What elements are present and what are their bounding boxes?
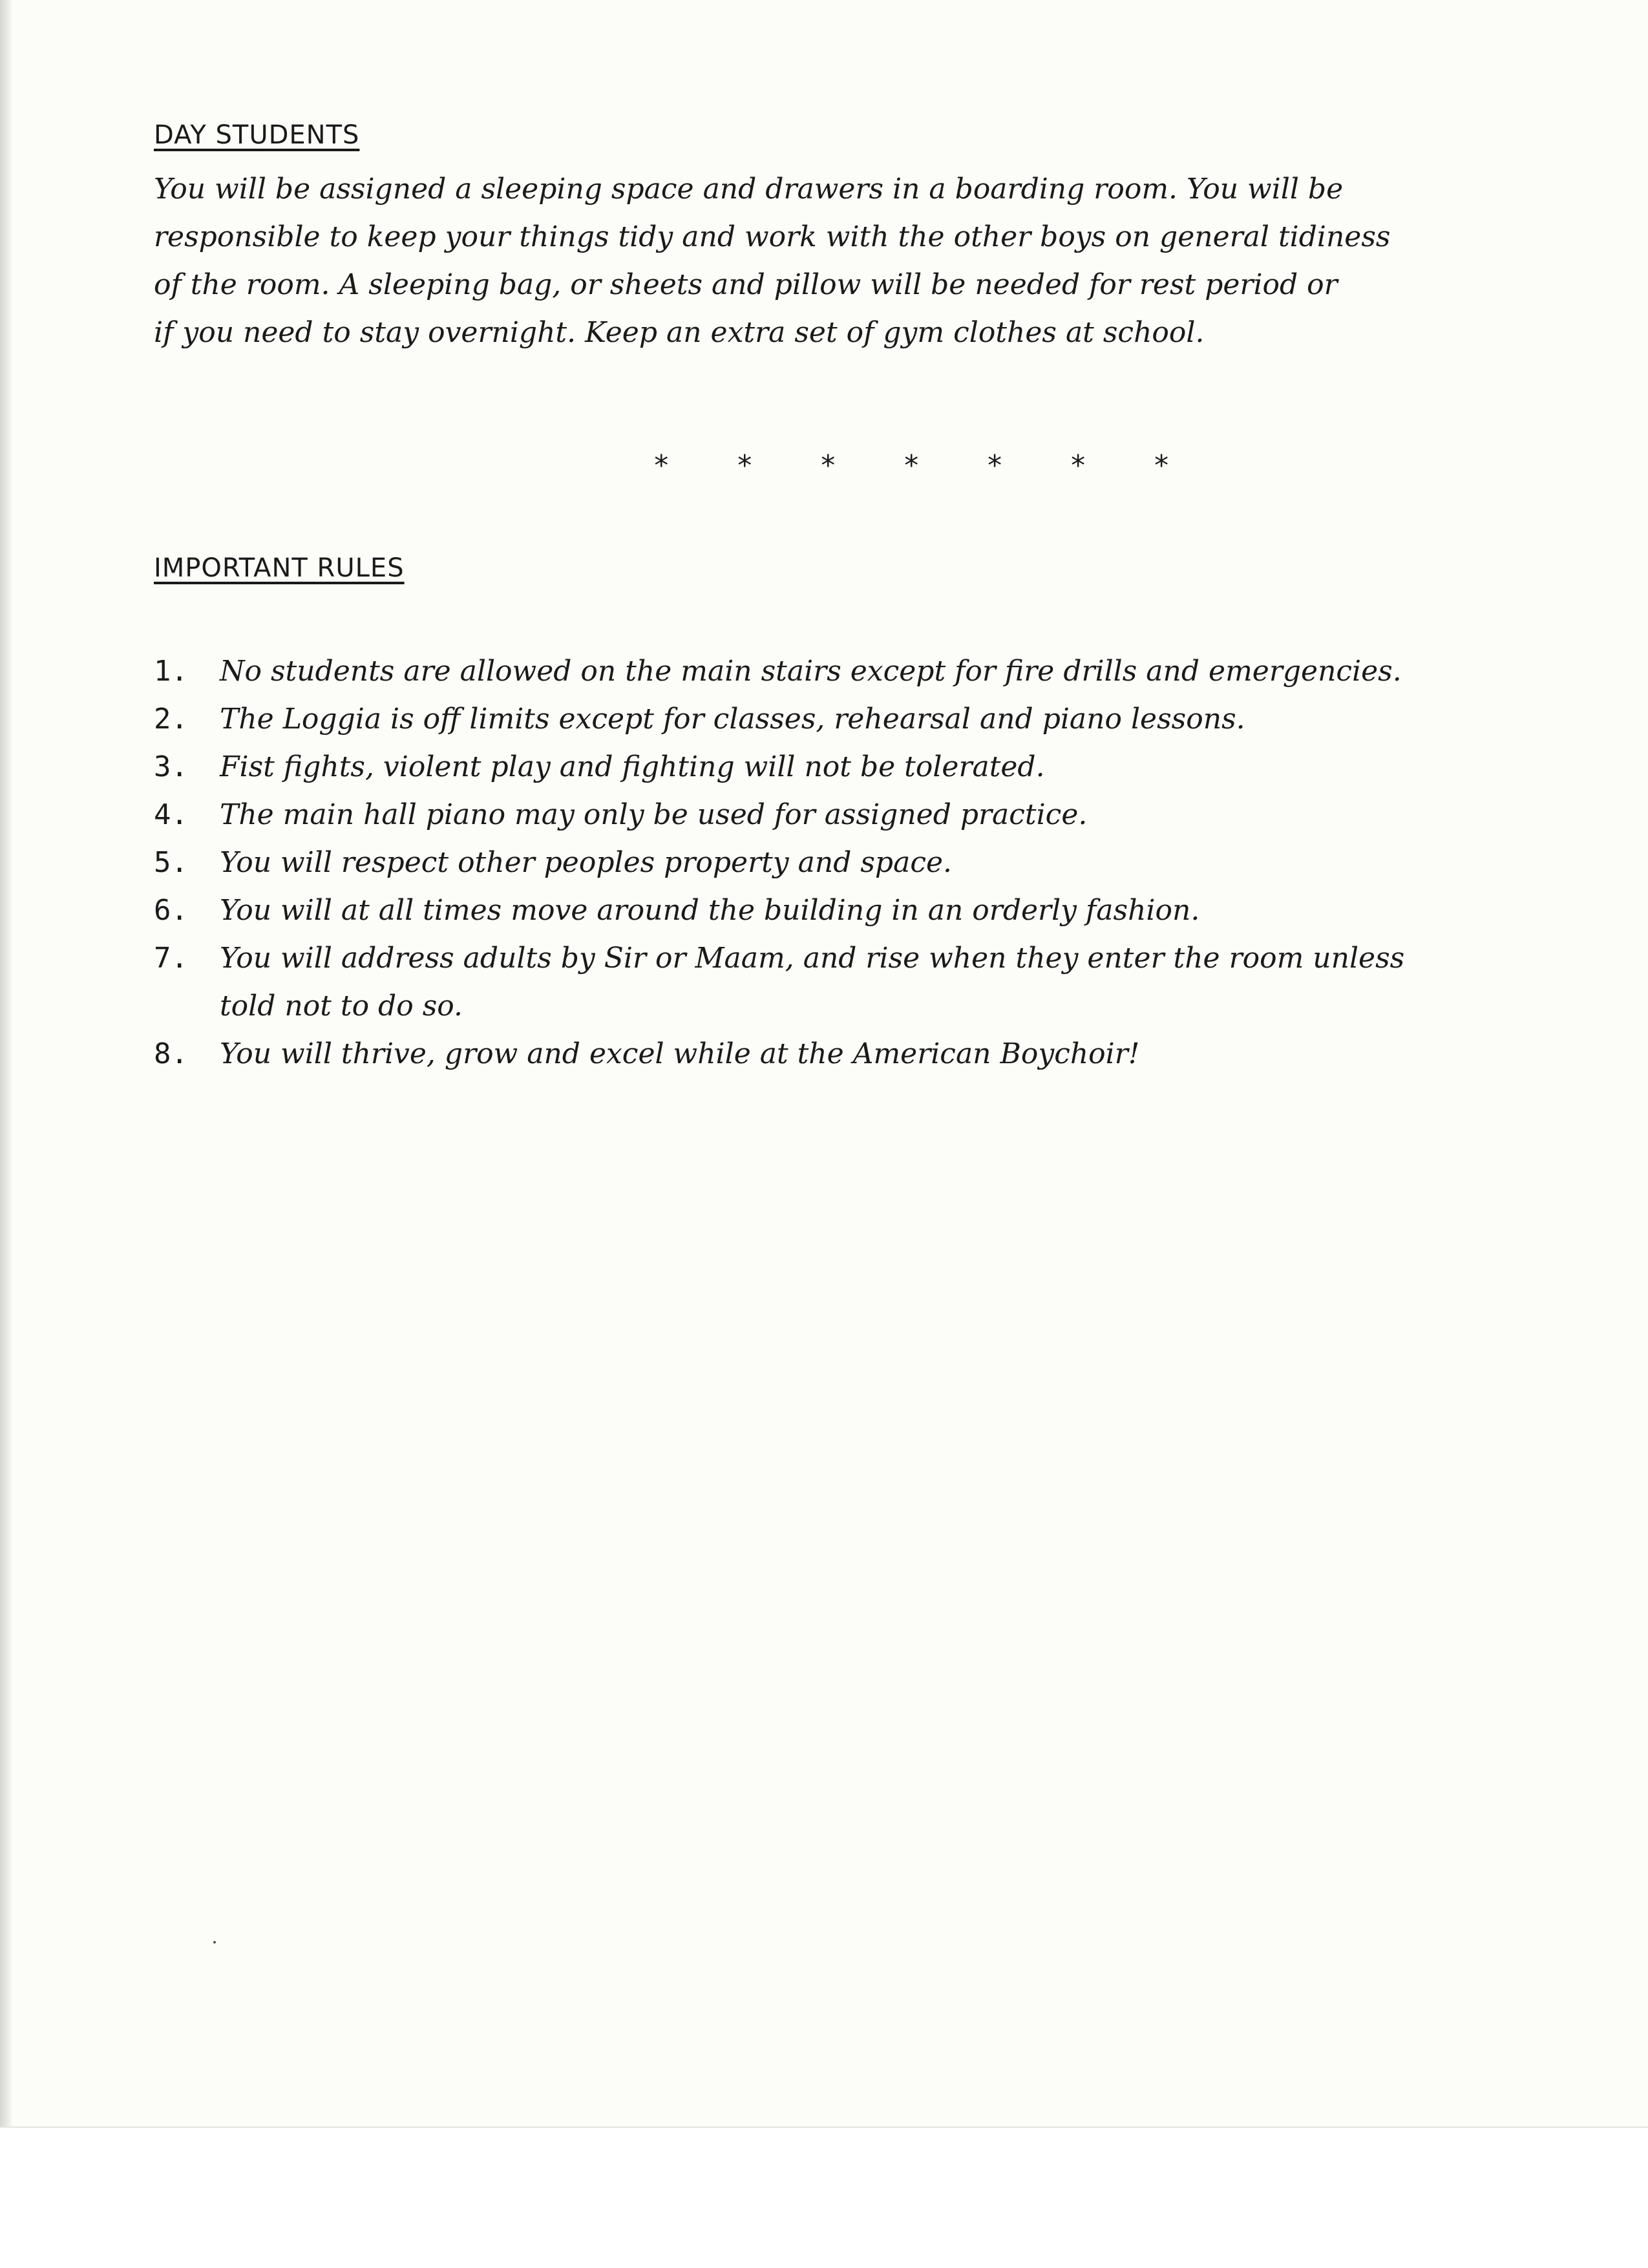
rules-list — [154, 648, 1608, 1078]
paper-speck — [213, 1941, 216, 1944]
rule-line: You will at all times move around the building in an orderly fashion. — [220, 894, 1200, 927]
rule-item — [154, 1030, 1608, 1078]
rule-item — [154, 743, 1608, 791]
rule-line: told not to do so. — [220, 990, 463, 1023]
rule-number: 6. — [154, 894, 188, 927]
rule-line: Fist fights, violent play and fighting will not be tolerated. — [220, 750, 1045, 783]
rule-text — [220, 743, 1608, 791]
rule-line: The main hall piano may only be used for assigned practice. — [220, 798, 1088, 831]
scan-background-bottom — [0, 2126, 1648, 2268]
day-students-heading: DAY STUDENTS — [154, 120, 360, 150]
rule-item — [154, 695, 1608, 743]
rule-text — [220, 887, 1608, 935]
rule-number: 1. — [154, 655, 188, 688]
page-left-edge — [0, 0, 12, 2126]
rule-item — [154, 791, 1608, 839]
rule-text — [220, 839, 1608, 887]
paragraph-line: if you need to stay overnight. Keep an extra set of gym clothes at school. — [154, 316, 1205, 349]
rule-item — [154, 887, 1608, 935]
rule-line: You will thrive, grow and excel while at the American Boychoir! — [220, 1037, 1140, 1070]
rule-item — [154, 935, 1608, 1030]
asterisk-separator: * * * * * * * — [653, 449, 1195, 482]
rule-text — [220, 791, 1608, 839]
rule-line: You will address adults by Sir or Maam, and rise when they enter the room unless — [220, 942, 1405, 975]
paragraph-line: of the room. A sleeping bag, or sheets and pillow will be needed for rest period or — [154, 268, 1338, 301]
day-students-paragraph — [154, 165, 1550, 357]
rule-text — [220, 695, 1608, 743]
rule-text — [220, 1030, 1608, 1078]
paragraph-line: You will be assigned a sleeping space and drawers in a boarding room. You will be — [154, 173, 1344, 206]
important-rules-heading: IMPORTANT RULES — [154, 553, 405, 583]
rule-number: 4. — [154, 798, 188, 831]
rule-text — [220, 935, 1608, 1030]
paragraph-line: responsible to keep your things tidy and work with the other boys on general tidiness — [154, 220, 1391, 253]
rule-number: 5. — [154, 846, 188, 879]
rule-number: 3. — [154, 750, 188, 783]
rule-number: 8. — [154, 1037, 188, 1070]
rule-number: 7. — [154, 942, 188, 975]
rule-line: No students are allowed on the main stairs except for fire drills and emergencies. — [220, 655, 1402, 688]
rule-text — [220, 648, 1608, 695]
rule-line: The Loggia is off limits except for classes, rehearsal and piano lessons. — [220, 703, 1245, 736]
rule-item — [154, 648, 1608, 695]
rule-line: You will respect other peoples property and space. — [220, 846, 952, 879]
rule-item — [154, 839, 1608, 887]
rule-number: 2. — [154, 703, 188, 736]
